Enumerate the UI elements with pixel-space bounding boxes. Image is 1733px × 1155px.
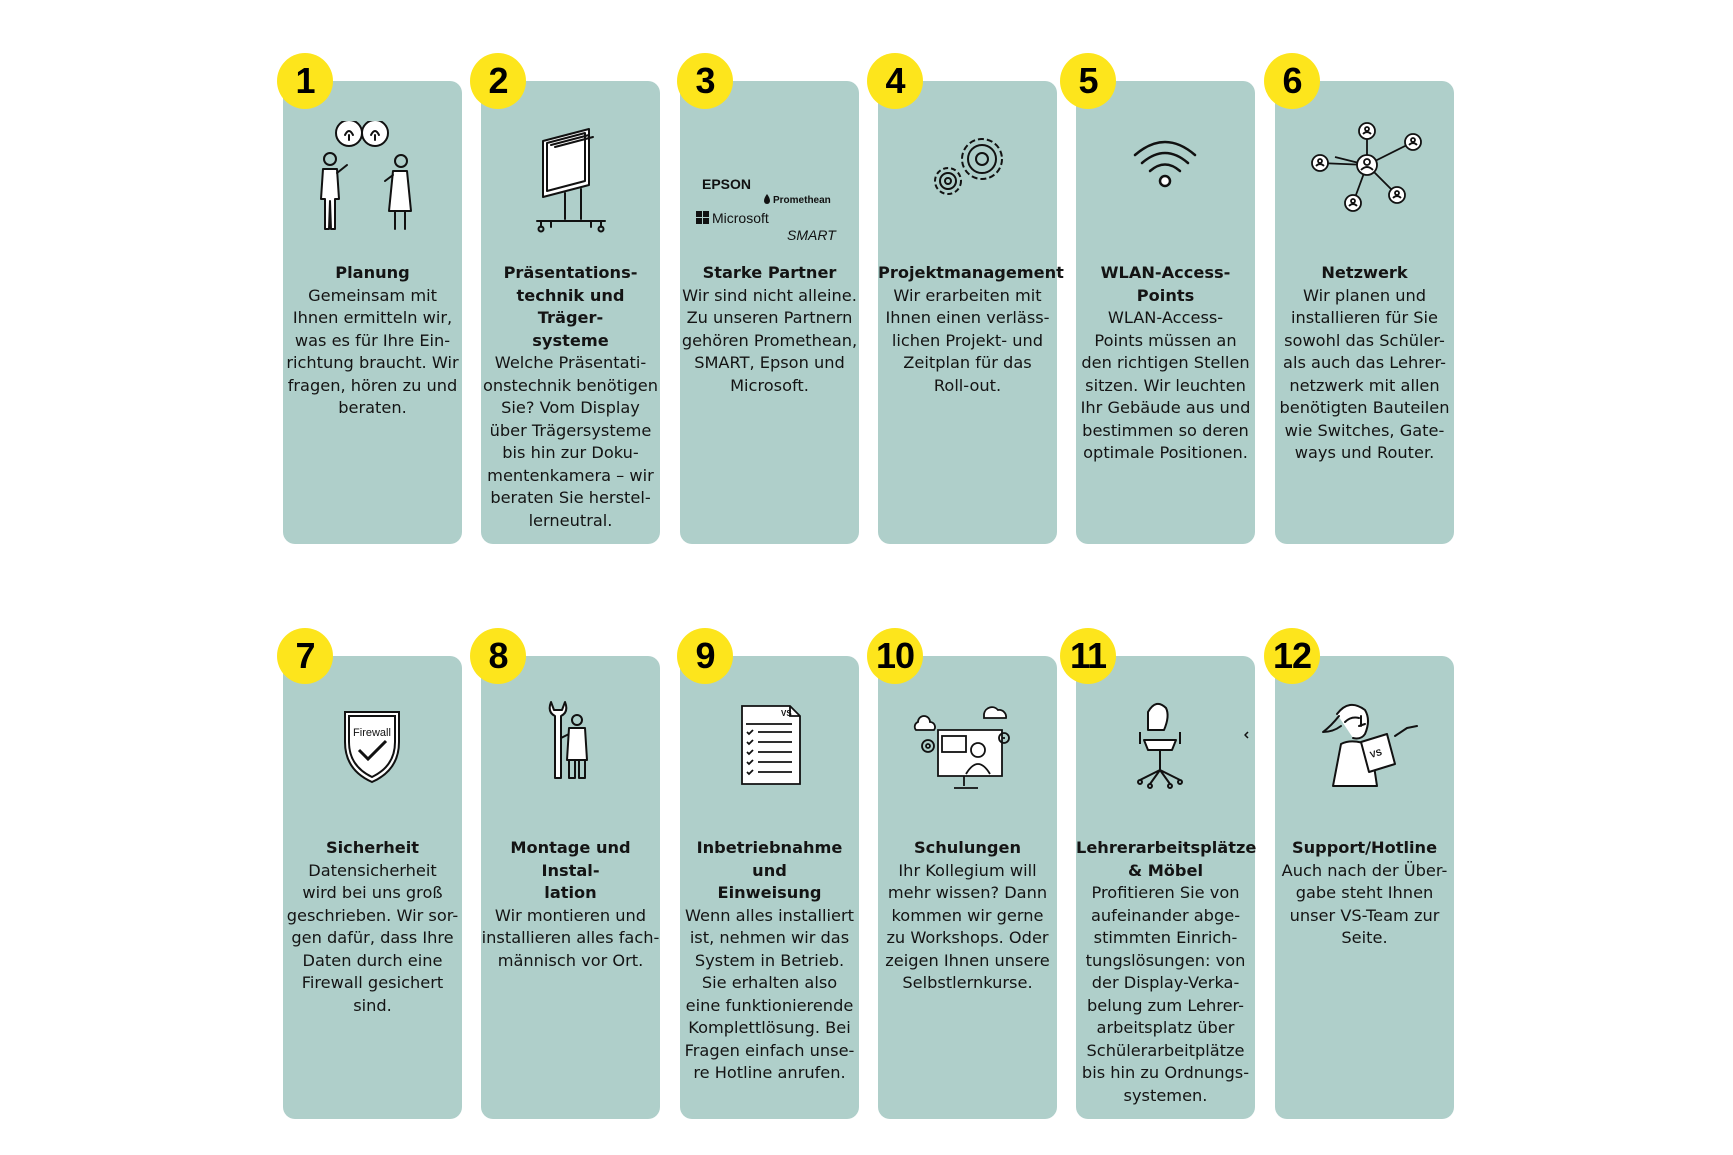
step-title: Sicherheit [325, 838, 420, 857]
microsoft-logo: Microsoft [712, 210, 769, 226]
step-description: Auch nach der Über- gabe steht Ihnen unser VS-Team zur Seite. [1281, 860, 1448, 947]
display-cart-icon [481, 121, 660, 241]
smart-logo: SMART [787, 227, 836, 241]
step-number-badge-10: 10 [867, 628, 923, 684]
step-number-badge-12: 12 [1264, 628, 1320, 684]
step-number-badge-1: 1 [277, 53, 333, 109]
step-number-badge-11: 11 [1060, 628, 1116, 684]
step-description: Profitieren Sie von aufeinander abge- stimmten Einrich- tungslösungen: von der Display-Verka- belung zum Lehrer- arbeitsplatz über Schülerarbeitplätze bis hin zu Ordnungs- systemen. [1081, 883, 1250, 1105]
step-number-badge-6: 6 [1264, 53, 1320, 109]
network-icon [1275, 121, 1454, 241]
step-title: Projektmanagement [878, 263, 1064, 282]
step-card-11 [1076, 656, 1255, 1119]
step-description: Welche Präsentati- onstechnik benötigen Sie? Vom Display über Trägersysteme bis hin zur Doku- mentenkamera – wir beraten Sie herstel- lerneutral. [482, 353, 659, 530]
step-card-10 [878, 656, 1057, 1119]
step-description: Wir planen und installieren für Sie sowohl das Schüler- als auch das Lehrer- netzwerk mit allen benötigten Bauteilen wie Switches, Gate- ways und Router. [1279, 285, 1450, 462]
step-title: Inbetriebnahme und Einweisung [696, 838, 843, 902]
step-description: Datensicherheit wird bei uns groß geschrieben. Wir sor- gen dafür, dass Ihre Daten durch eine Firewall gesichert sind. [286, 860, 459, 1015]
step-description: Wenn alles installiert ist, nehmen wir das System in Betrieb. Sie erhalten also eine funktionierende Komplettlösung. Bei Fragen einfach unse- re Hotline anrufen. [684, 905, 855, 1082]
office-chair-icon [1076, 696, 1255, 816]
planning-people-icon [283, 121, 462, 241]
wrench-worker-icon [481, 696, 660, 816]
step-card-3 [680, 81, 859, 544]
promethean-logo: Promethean [773, 195, 831, 206]
step-number-badge-3: 3 [677, 53, 733, 109]
step-number-badge-5: 5 [1060, 53, 1116, 109]
step-card-4 [878, 81, 1064, 544]
checklist-document-icon [680, 696, 859, 816]
support-card-logo: VS [1368, 746, 1384, 760]
step-number-badge-9: 9 [677, 628, 733, 684]
step-title: Starke Partner [702, 263, 837, 282]
firewall-shield-icon [283, 696, 462, 816]
step-card-9 [680, 656, 859, 1119]
step-number-badge-7: 7 [277, 628, 333, 684]
wifi-icon [1076, 121, 1255, 241]
step-title: Präsentations- technik und Träger- systeme [503, 263, 638, 350]
step-description: Ihr Kollegium will mehr wissen? Dann kommen wir gerne zu Workshops. Oder zeigen Ihnen unsere Selbstlernkurse. [885, 860, 1050, 992]
step-title: Planung [335, 263, 410, 282]
step-description: Wir sind nicht alleine. Zu unseren Partnern gehören Promethean, SMART, Epson und Microsoft. [681, 285, 858, 395]
step-title: Support/Hotline [1291, 838, 1438, 857]
step-number-badge-2: 2 [470, 53, 526, 109]
step-card-7 [283, 656, 462, 1119]
online-training-icon [878, 696, 1057, 816]
step-title: Netzwerk [1321, 263, 1408, 282]
partner-logos-icon [680, 121, 859, 241]
step-card-8 [481, 656, 660, 1119]
step-description: WLAN-Access- Points müssen an den richtigen Stellen sitzen. Wir leuchten Ihr Gebäude aus und bestimmen so deren optimale Positionen. [1080, 308, 1251, 462]
step-card-1 [283, 81, 462, 544]
step-description: Wir montieren und installieren alles fach- männisch vor Ort. [481, 905, 660, 970]
step-description: Wir erarbeiten mit Ihnen einen verläss- lichen Projekt- und Zeitplan für das Roll-out. [885, 285, 1050, 395]
step-title: Schulungen [914, 838, 1021, 857]
step-card-6 [1275, 81, 1454, 544]
step-card-2 [481, 81, 660, 544]
step-number-badge-8: 8 [470, 628, 526, 684]
step-description: Gemeinsam mit Ihnen ermitteln wir, was es für Ihre Ein- richtung braucht. Wir fragen, hören zu und beraten. [286, 285, 459, 417]
step-title: Montage und Instal- lation [510, 838, 631, 902]
document-logo: VS [781, 709, 792, 718]
step-title: WLAN-Access- Points [1100, 263, 1231, 305]
step-card-12 [1275, 656, 1454, 1119]
firewall-label: Firewall [353, 727, 391, 739]
epson-logo: EPSON [702, 176, 752, 192]
gears-icon [878, 121, 1057, 241]
step-number-badge-4: 4 [867, 53, 923, 109]
step-title: Lehrerarbeitsplätze & Möbel [1076, 838, 1257, 880]
step-card-5 [1076, 81, 1255, 544]
support-headset-icon [1275, 696, 1454, 816]
